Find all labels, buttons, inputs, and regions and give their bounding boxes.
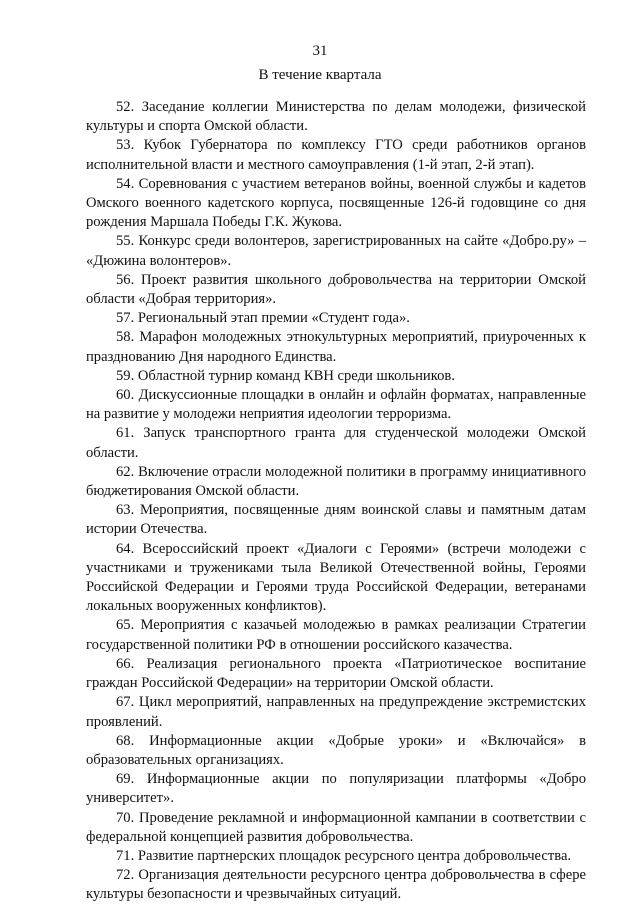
list-item: 55. Конкурс среди волонтеров, зарегистрированных на сайте «Добро.ру» – «Дюжина волонтеров». xyxy=(86,233,586,269)
event-list xyxy=(86,98,586,905)
list-item: 66. Реализация регионального проекта «Патриотическое воспитание граждан Российской Федерации» на территории Омской области. xyxy=(86,655,586,692)
list-item: 67. Цикл мероприятий, направленных на предупреждение экстремистских проявлений. xyxy=(86,694,586,730)
list-item: 56. Проект развития школьного добровольчества на территории Омской области «Добрая территория». xyxy=(86,271,586,308)
list-item: 52. Заседание коллегии Министерства по делам молодежи, физической культуры и спорта Омской области. xyxy=(86,99,586,135)
list-item: 54. Соревнования с участием ветеранов войны, военной службы и кадетов Омского военного кадетского корпуса, посвященные 126-й годовщине со дня рождения Маршала Победы Г.К. Жукова. xyxy=(86,175,586,231)
page-number: 31 xyxy=(312,43,328,59)
section-heading: В течение квартала xyxy=(258,67,382,83)
list-item: 59. Областной турнир команд КВН среди школьников. xyxy=(116,367,455,384)
list-item: 62. Включение отрасли молодежной политики в программу инициативного бюджетирования Омской области. xyxy=(86,463,586,500)
list-item: 58. Марафон молодежных этнокультурных мероприятий, приуроченных к празднованию Дня народного Единства. xyxy=(86,329,586,365)
list-item: 71. Развитие партнерских площадок ресурсного центра добровольчества. xyxy=(116,847,572,864)
list-item: 72. Организация деятельности ресурсного центра добровольчества в сфере культуры безопасности и чрезвычайных ситуаций. xyxy=(86,867,586,903)
list-item: 65. Мероприятия с казачьей молодежью в рамках реализации Стратегии государственной политики РФ в отношении российского казачества. xyxy=(86,617,586,653)
list-item: 69. Информационные акции по популяризации платформы «Добро университет». xyxy=(86,771,586,807)
list-item: 64. Всероссийский проект «Диалоги с Героями» (встречи молодежи с участниками и тружениками тыла Великой Отечественной войны, Героями Российской Федерации и Героями труда Российской Федерации, ветеранами локальных вооруженных конфликтов). xyxy=(86,540,586,615)
list-item: 53. Кубок Губернатора по комплексу ГТО среди работников органов исполнительной власти и местного самоуправления (1-й этап, 2-й этап). xyxy=(86,137,586,173)
list-item: 61. Запуск транспортного гранта для студенческой молодежи Омской области. xyxy=(86,425,586,461)
list-item: 68. Информационные акции «Добрые уроки» и «Включайся» в образовательных организациях. xyxy=(86,732,586,768)
list-item: 63. Мероприятия, посвященные дням воинской славы и памятным датам истории Отечества. xyxy=(86,502,586,538)
list-item: 70. Проведение рекламной и информационной кампании в соответствии с федеральной концепцией развития добровольчества. xyxy=(86,809,586,845)
list-item: 60. Дискуссионные площадки в онлайн и офлайн форматах, направленные на развитие у молодежи неприятия идеологии терроризма. xyxy=(86,387,586,423)
list-item: 57. Региональный этап премии «Студент года». xyxy=(116,310,410,327)
